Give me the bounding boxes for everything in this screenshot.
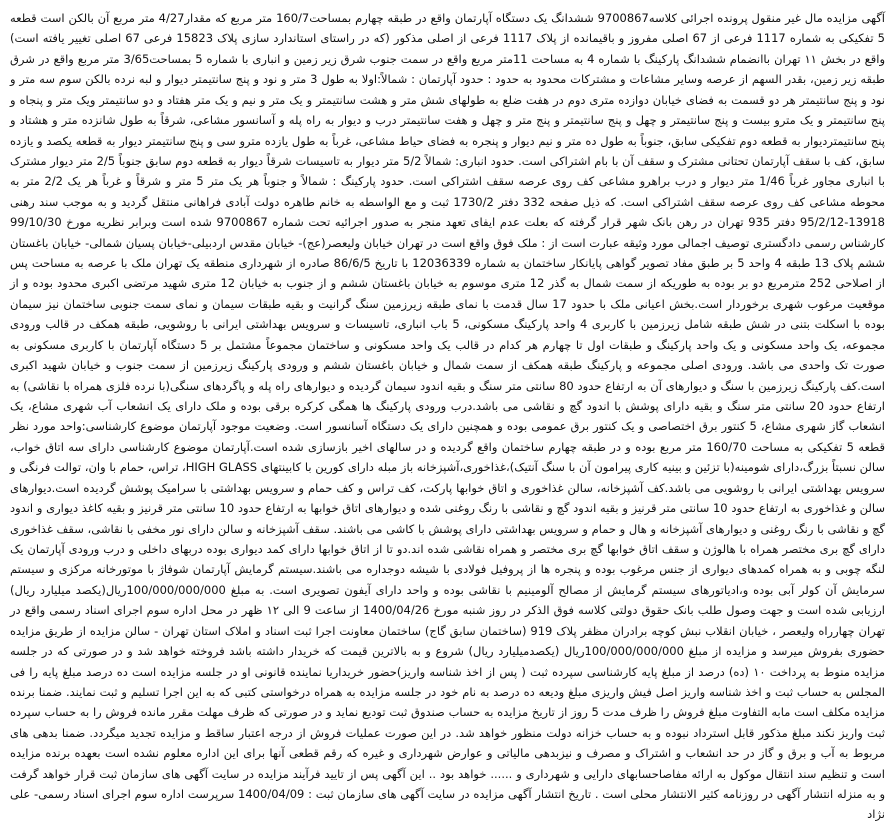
auction-notice-text: آگهی مزایده مال غیر منقول پرونده اجرائی کلاسه9700867 ششدانگ یک دستگاه آپارتمان واقع در طبقه چهارم بمساحت160/7 متر مربع که مقدار4/27 متر مربع آن بالکن است قطعه 5 تفکیکی به شماره 1117 فرعی از 67 اصلی مفروز و باقیمانده از پلاک 1117 فرعی از اصلی مذکور (که در راستای استاندارد سازی پلاک 15823 فرعی 67 اصلی تغییر یافته است) واقع در بخش ۱۱ تهران باانضمام ششدانگ پارکینگ با شماره 4 به مساحت 11متر مربع واقع در سمت جنوب شرق زیر زمین و انباری با شماره 5 بمساحت3/65 متر مربع واقع در شرق طبقه زیر زمین، بقدر السهم از عرصه وسایر مشاعات و مشترکات محدود به حدود : حدود آپارتمان : شمالاً:اولا به طول 3 متر و نود و پنج سانتیمتر دیوار و لبه نرده بالکن سوم سه متر و نود و پنج سانتیمتر هر دو قسمت به فضای خیابان دوازده متری دوم در هفت ضلع به طولهای شش متر و هشت سانتیمتر و یک متر و نیم و یک متر هفتاد و دو سانتیمتر ویک متر و پنجاه و پنج سانتیمتر و یک مترو بیست و پنج سانتیمتر و چهل و پنج سانتیمتر و پنج متر و چهل و هفت سانتیمتر درب و دیوار به راه پله و آسانسور مشاعی، شرقاً به طول شانزده متر و هشتاد و پنج سانتیمتردیوار به قطعه دوم تفکیکی سابق، جنوباً به طول ده متر و نیم دیوار و پنجره به فضای حیاط مشاعی، غرباً به طول یازده مترو سی و پنج سانتیمتر دیوار به قطعه یکصد و یازده سابق، کف با سقف آپارتمان تحتانی مشترک و سقف آن با بام اشتراکی است. حدود انباری: شمالاً 5/2 متر دیوار به تاسیسات شرقاً دیوار به قطعه دوم سابق جنوباً 2/5 متر دیوار مشترک با انباری مجاور غرباً 1/46 متر دیوار و درب براهرو مشاعی کف روی عرصه سقف اشتراکی است. حدود پارکینگ : شمالاً و جنوباً هر یک متر 5 متر و شرقاً و غرباً هر یک 2/2 متر به محوطه مشاعی کف روی عرصه سقف اشتراکی است. که ذیل صفحه 332 دفتر 1730/2 ثبت و مع الواسطه به خانم طاهره دولت آبادی فراهانی منتقل گردید و به موجب سند رهنی 13918-95/2/12 دفتر 935 تهران در رهن بانک شهر قرار گرفته که بعلت عدم ایفای تعهد منجر به صدور اجرائیه تحت شماره 9700867 شده است وبرابر نظریه مورخ 99/10/30 کارشناس رسمی دادگستری توصیف اجمالی مورد وثیقه عبارت است از : ملک فوق واقع است در تهران خیابان ولیعصر(عج)- خیابان مقدس اردبیلی-خیابان پسیان شمالی- خیابان باغستان ششم پلاک 13 طبقه 4 واحد 5 بر طبق مفاد تصویر گواهی پایانکار ساختمان به شماره 12036339 با تاریخ 86/6/5 صادره از شهرداری منطقه یک تهران ملک با عرصه به مساحت پس از اصلاحی 252 مترمربع دو بر بوده به طوریکه از سمت شمال به گذر 12 متری موسوم به خیابان باغستان ششم و از جنوب به خیابان 12 متری شهید مرتضی اکبری محدود بوده و از موقعیت مرغوب شهری برخوردار است.بخش اعیانی ملک با حدود 17 سال قدمت با نمای طبقه زیرزمین سنگ گرانیت و بقیه طبقات سیمان و نمای سمت جنوبی ساختمان نیز سیمان بوده با اسکلت بتنی در شش طبقه شامل زیرزمین با کاربری 4 واحد پارکینگ مسکونی، 5 باب انباری، تاسیسات و سرویس بهداشتی ایرانی با روشویی، طبقه همکف در قالب ورودی مجموعه، یک واحد مسکونی و یک واحد پارکینگ و طبقات اول تا چهارم هر کدام در قالب یک واحد مسکونی و ساختمان مجموعاً مشتمل بر 5 دستگاه آپارتمان با کاربری مسکونی به صورت تک واحدی می باشد. ورودی اصلی مجموعه و پارکینگ طبقه همکف از سمت شمال و خیابان باغستان ششم و ورودی پارکینگ زیرزمین از سمت جنوب و خیابان شهید اکبری است.کف پارکینگ زیرزمین با سنگ و دیوارهای آن به ارتفاع حدود 80 سانتی متر سنگ و بقیه اندود سیمان گردیده و دیوارهای راه پله و پاگردهای سنگی(با نرده فلزی همراه با نقاشی) به ارتفاع حدود 20 سانتی متر سنگ و بقیه دارای پوشش با اندود گچ و نقاشی می باشد.درب ورودی پارکینگ ها همگی کرکره برقی بوده و ملک دارای یک انشعاب آب شهری مشاع، یک انشعاب گاز شهری مشاع، 5 کنتور برق اختصاصی و یک کنتور برق عمومی بوده و همچنین دارای یک دستگاه آسانسور است. وضعیت موجود آپارتمان موضوع کارشناسی:واحد مورد نظر قطعه 5 تفکیکی به مساحت 160/70 متر مربع بوده و در طبقه چهارم ساختمان واقع گردیده و در سالهای اخیر بازسازی شده است.آپارتمان موضوع کارشناسی دارای سه اتاق خواب، سالن نسبتاً بزرگ،دارای شومینه(با تزئین و بینیه کاری پیرامون آن با سنگ آنتیک)،غذاخوری،آشپزخانه باز مبله دارای کورین با کابینتهای HIGH GLASS، تراس، حمام با وان، توالت فرنگی و سرویس بهداشتی ایرانی با روشویی می باشد.کف آشپزخانه، سالن غذاخوری و اتاق خوابها پارکت، کف تراس و کف حمام و سرویس بهداشتی با سرامیک پوشش گردیده است.دیوارهای سالن و غذاخوری به ارتفاع حدود 10 سانتی متر قرنیز و بقیه اندود گچ و نقاشی با رنگ روغنی شده و دیوارهای اتاق خوابها به ارتفاع حدود 10 سانتی متر قرنیز و بقیه کاغذ دیواری و اندود گچ و نقاشی با رنگ روغنی و دیوارهای آشپزخانه و هال و حمام و سرویس بهداشتی دارای پوشش با کاشی می باشند. سقف آشپزخانه و سالن دارای نور مخفی با نقاشی، سقف غذاخوری دارای گچ بری مختصر همراه با هالوژن و سقف اتاق خوابها گچ بری مختصر و همراه نقاشی شده اند.دو تا از اتاق خوابها دارای کمد دیواری بوده دربهای داخلی و درب ورودی آپارتمان یک لنگه چوبی و به همراه کمدهای دیواری از جنس مرغوب بوده و پنجره ها از پروفیل فولادی با شیشه دوجداره می باشند.سیستم گرمایش آپارتمان شوفاژ با موتورخانه مرکزی و سیستم سرمایش آن کولر آبی بوده و،ادیاتورهای سیستم گرمایش از مصالح آلومینیم با نقاشی بوده و واحد دارای آیفون تصویری است. به مبلغ 100/000/000/000ریال(یکصد میلیارد ریال) ارزیابی شده است و جهت وصول طلب بانک حقوق دولتی کلاسه فوق الذکر در روز شنبه مورخ 1400/04/26 از ساعت 9 الی ۱۲ ظهر در محل اداره سوم اجرای اسناد رسمی واقع در تهران چهارراه ولیعصر ، خیابان انقلاب نبش کوچه برادران مظفر پلاک 919 (ساختمان سابق گاج) ساختمان معاونت اجرا ثبت اسناد و املاک استان تهران - سالن مزایده از طریق مزایده حضوری بفروش میرسد و مزایده از مبلغ 100/000/000/000ریال (یکصدمیلیارد ریال) شروع و به بالاترین قیمت که خریدار داشته باشد فروخته خواهد شد و در صورتی که در جلسه مزایده منوط به پرداخت ۱۰ (ده) درصد از مبلغ پایه کارشناسی سپرده ثبت ( پس از اخذ شناسه واریز)حضور خریداریا نماینده قانونی او در جلسه مزایده است ده درصد مبلغ پایه را فی المجلس به حساب ثبت و اخذ شناسه واریز اصل فیش واریزی مبلغ ودیعه ده درصد به نام خود در جلسه مزایده به همراه درخواستی کتبی که به این اجرا تسلیم و ثبت نمایند. ضمنا برنده مزایده مکلف است مابه التفاوت مبلغ فروش را ظرف مدت 5 روز از تاریخ مزایده به حساب صندوق ثبت تودیع نماید و در صورتی که ظرف مهلت مقرر مانده فروش را به حساب سپرده ثبت واریز نکند مبلغ مذکور قابل استرداد نبوده و به حساب خزانه دولت منظور خواهد شد. در این صورت عملیات فروش از درجه اعتبار ساقط و مزایده تجدید میگردد. ضمنا بدهی های مربوط به آب و برق و گاز در حد انشعاب و اشتراک و مصرف و نیزبدهی مالیاتی و عوارض شهرداری و غیره که رقم قطعی آنها برای این اداره معلوم نشده است بعهده برنده مزایده است و تنظیم سند انتقال موکول به ارائه مفاصاحسابهای دارایی و شهرداری و ...... خواهد بود .. این آگهی پس از تایید فرآیند مزایده در سایت آگهی های سازمان ثبت قرار خواهد گرفت و به منزله انتشار آگهی در روزنامه کثیر الانتشار محلی است . تاریخ انتشار آگهی مزایده در سایت آگهی های سازمان ثبت : 1400/04/09 سرپرست اداره سوم اجرای اسناد رسمی- علی نژاد: [10, 11, 886, 822]
